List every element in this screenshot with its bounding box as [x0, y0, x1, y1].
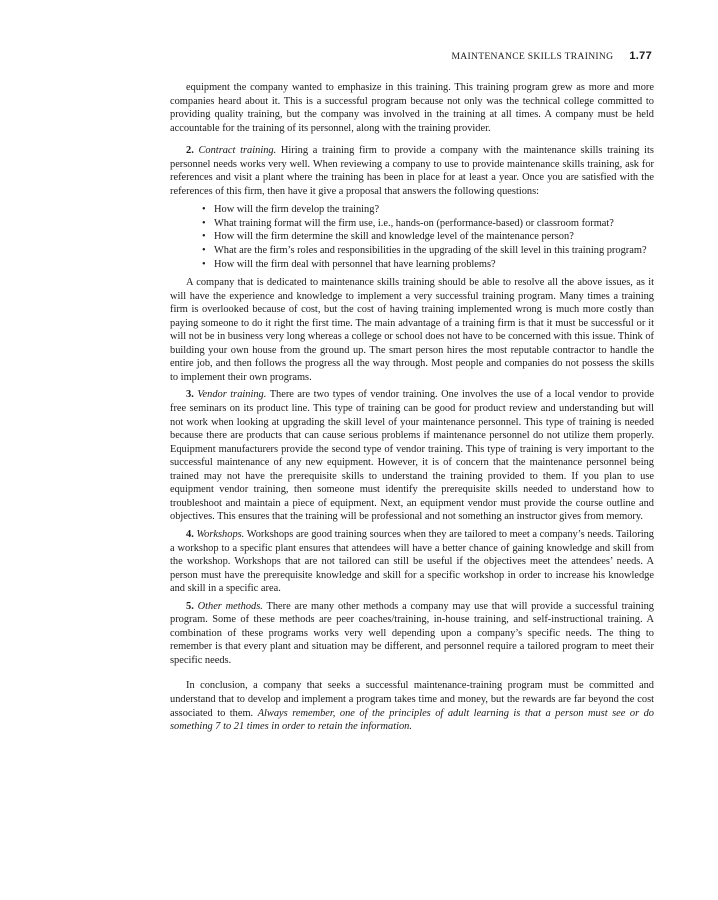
- section-title: Workshops.: [196, 528, 245, 540]
- page-number: 1.77: [629, 50, 652, 62]
- running-head: [451, 50, 652, 62]
- intro-paragraph: equipment the company wanted to emphasize in this training. This training program grew as more and more companies heard about it. This is a successful program because not only was the technical college committed to providing quality training, but the company was involved in the training at all times. A company must be held accountable for the training of its personnel, along with the training provider.: [170, 82, 654, 134]
- running-title: MAINTENANCE SKILLS TRAINING: [451, 51, 614, 62]
- conclusion-paragraph: [170, 679, 654, 733]
- conclusion-emphasis: Always remember, one of the principles of adult learning is that a person must see or do something 7 to 21 times in order to retain the information.: [170, 707, 655, 733]
- section-title: Contract training.: [198, 145, 277, 157]
- conclusion-body: In conclusion, a company that seeks a successful maintenance-training program must be committed and understand that to develop and implement a program takes time and money, but the rewards are far beyond the cost associated to them.: [170, 680, 654, 719]
- section-number: 2.: [186, 145, 194, 157]
- contract-follow-up-paragraph: A company that is dedicated to maintenance skills training should be able to resolve all the above issues, as it will have the experience and knowledge to implement a very successful training program. Many times a training firm is overlooked because of cost, but the cost of having training implemented wrong is much more costly than paying someone to do it right the first time. The main advantage of a training firm is that it must be successful or it will not be in business very long whereas a college or school does not have to be concerned with this issue. Think of building your own house from the ground up. The smart person hires the most reputable contractor to handle the entire job, and then follows the progress all the way through. Most people and companies do not possess the skills to implement their own programs.: [170, 277, 654, 383]
- section-number: 3.: [186, 389, 194, 401]
- section-body: Hiring a training firm to provide a company with the maintenance skills training its personnel needs works very well. When reviewing a company to use to provide maintenance skills training, ask for references and visit a plant where the training has been in place for at least a year. Once you are satisfied with the references of this firm, then have it give a proposal that answers the following questions:: [170, 145, 654, 197]
- list-item: • How will the firm develop the training?: [214, 203, 654, 217]
- section-contract-training: [170, 144, 654, 198]
- section-vendor-training: [170, 388, 654, 523]
- section-body: Workshops are good training sources when they are tailored to meet a company’s needs. Tailoring a workshop to a specific plant ensures that attendees will have a better chance of gaining knowledge and skill from the workshop. Workshops that are not tailored can still be useful if the objectives meet the attendees’ needs. A person must have the prerequisite knowledge and skill for a specific workshop in order to increase his knowledge and skill in a specific area.: [170, 528, 654, 595]
- section-body: There are two types of vendor training. One involves the use of a local vendor to provide free seminars on its product line. This type of training can be good for product review and understanding but will not work when looking at upgrading the skill level of your maintenance personnel. This type of training is needed because there are products that can cause serious problems if maintenance personnel do not utilize them properly. Equipment manufacturers provide the second type of vendor training. This type of training is very important to the successful maintenance of any new equipment. However, it is of concern that the maintenance personnel being trained may not have the prerequisite skills to understand the training provided to them. If you plan to use equipment vendor training, then someone must identify the prerequisite skills needed to understand how to troubleshoot and maintain a piece of equipment. Next, an equipment vendor must provide the course outline and objectives. This ensures that the training will be professional and not something an instructor gives from memory.: [170, 389, 654, 523]
- list-item: • How will the firm determine the skill and knowledge level of the maintenance person?: [214, 230, 654, 244]
- list-item: • What training format will the firm use, i.e., hands-on (performance-based) or classroom format?: [214, 217, 654, 231]
- section-title: Vendor training.: [197, 389, 267, 401]
- section-title: Other methods.: [197, 600, 263, 612]
- section-body: There are many other methods a company may use that will provide a successful training program. Some of these methods are peer coaches/training, in-house training, and self-instructional training. A combination of these programs works very well depending upon a company’s specific needs. The thing to remember is that every plant and situation may be different, and personnel require a tailored program to meet their specific needs.: [170, 600, 654, 666]
- section-number: 5.: [186, 600, 194, 612]
- body-text: [170, 81, 654, 734]
- section-workshops: [170, 528, 654, 596]
- list-item: • How will the firm deal with personnel that have learning problems?: [214, 258, 654, 272]
- section-number: 4.: [186, 528, 194, 540]
- question-list: [170, 203, 654, 271]
- section-other-methods: [170, 600, 654, 668]
- list-item: • What are the firm’s roles and responsibilities in the upgrading of the skill level in this training program?: [214, 244, 654, 258]
